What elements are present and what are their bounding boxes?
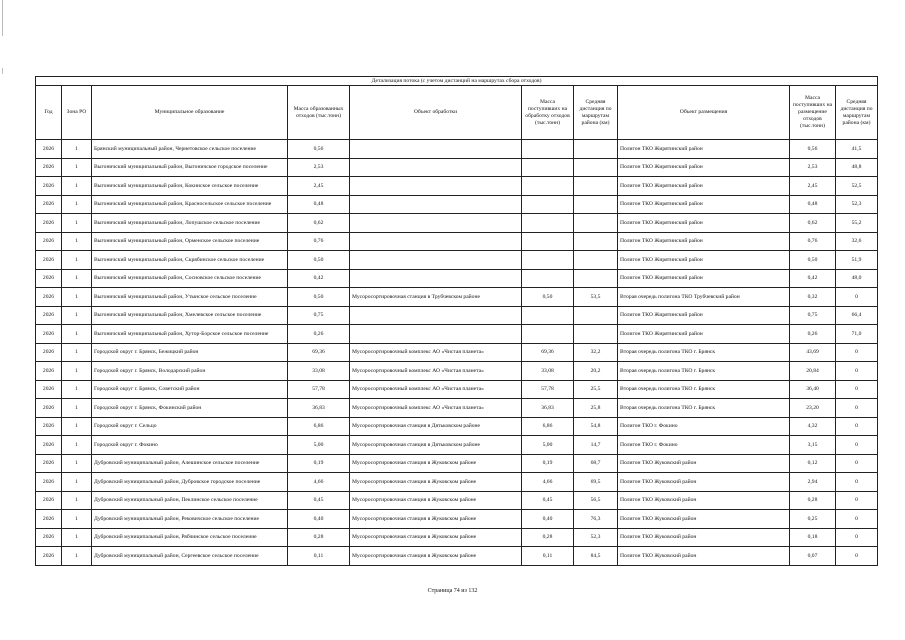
cell-mass-generated: 5,00 [288,436,350,455]
cell-mass-processing: 0,28 [522,528,574,547]
header-distance-placement: Средняя дистанция по маршрутам района (км) [836,86,878,140]
cell-distance-processing: 25,5 [574,380,618,399]
header-processing-object: Объект обработки [350,86,522,140]
cell-mass-processing: 6,86 [522,417,574,436]
cell-processing-object: Мусоросортировочная станция в Жуковском районе [350,547,522,566]
table-row [36,232,878,251]
cell-distance-processing [574,140,618,159]
cell-placement-object: Полигон ТКО Жирятинский район [618,140,790,159]
cell-distance-placement: 41,5 [836,140,878,159]
cell-distance-placement: 48,0 [836,269,878,288]
cell-placement-object: Полигон ТКО Жирятинский район [618,251,790,270]
cell-mass-generated: 0,40 [288,510,350,529]
cell-distance-processing [574,232,618,251]
cell-zone: 1 [62,454,92,473]
cell-mass-processing [522,158,574,177]
cell-mass-generated: 0,19 [288,454,350,473]
cell-year: 2026 [36,325,62,344]
header-mass-placement: Масса поступивших на размещение отходов (тыс.тонн) [790,86,836,140]
cell-zone: 1 [62,380,92,399]
cell-placement-object: Вторая очередь полигона ТКО г. Брянск [618,399,790,418]
cell-zone: 1 [62,436,92,455]
table-row [36,399,878,418]
cell-municipality: Городской округ г. Сельцо [92,417,288,436]
cell-mass-generated: 0,28 [288,528,350,547]
cell-distance-placement: 0 [836,473,878,492]
header-year: Год [36,86,62,140]
cell-municipality: Выгоничский муниципальный район, Хутор-Борское сельское поселение [92,325,288,344]
cell-placement-object: Вторая очередь полигона ТКО г. Брянск [618,380,790,399]
cell-distance-placement: 51,9 [836,251,878,270]
cell-mass-generated: 0,50 [288,288,350,307]
cell-year: 2026 [36,417,62,436]
cell-municipality: Дубровский муниципальный район, Сергеевское сельское поселение [92,547,288,566]
cell-placement-object: Вторая очередь полигона ТКО Трубчевский район [618,288,790,307]
cell-zone: 1 [62,158,92,177]
cell-placement-object: Полигон ТКО Жуковский район [618,454,790,473]
cell-mass-placement: 0,07 [790,547,836,566]
cell-year: 2026 [36,140,62,159]
cell-processing-object: Мусоросортировочный комплекс АО «Чистая планета» [350,362,522,381]
header-placement-object: Объект размещения [618,86,790,140]
cell-placement-object: Полигон ТКО Жуковский район [618,491,790,510]
cell-placement-object: Полигон ТКО Жирятинский район [618,306,790,325]
cell-municipality: Выгоничский муниципальный район, Лопушское сельское поселение [92,214,288,233]
cell-placement-object: Полигон ТКО Жирятинский район [618,214,790,233]
cell-distance-processing [574,177,618,196]
cell-municipality: Выгоничский муниципальный район, Сосновское сельское поселение [92,269,288,288]
cell-processing-object [350,214,522,233]
cell-year: 2026 [36,177,62,196]
table-row [36,251,878,270]
cell-distance-placement: 0 [836,547,878,566]
cell-zone: 1 [62,195,92,214]
cell-mass-processing [522,306,574,325]
cell-processing-object [350,140,522,159]
table-row [36,177,878,196]
cell-distance-placement: 52,5 [836,177,878,196]
cell-zone: 1 [62,417,92,436]
header-mass-generated: Масса образованных отходов (тыс.тонн) [288,86,350,140]
cell-mass-generated: 0,76 [288,232,350,251]
cell-mass-placement: 0,18 [790,528,836,547]
cell-placement-object: Полигон ТКО Жуковский район [618,510,790,529]
cell-municipality: Дубровский муниципальный район, Дубровское городское поселение [92,473,288,492]
cell-mass-placement: 0,12 [790,454,836,473]
cell-municipality: Городской округ г. Брянск, Володарский район [92,362,288,381]
cell-placement-object: Вторая очередь полигона ТКО г. Брянск [618,343,790,362]
cell-mass-placement: 0,48 [790,195,836,214]
cell-mass-placement: 0,50 [790,251,836,270]
header-distance-processing: Средняя дистанция по маршрутам района (км) [574,86,618,140]
cell-distance-placement: 0 [836,380,878,399]
cell-municipality: Городской округ г. Брянск, Фокинский район [92,399,288,418]
cell-zone: 1 [62,269,92,288]
page-number: Страница 74 из 132 [427,588,478,594]
cell-mass-processing: 0,40 [522,510,574,529]
header-zone: Зона РО [62,86,92,140]
cell-mass-placement: 0,62 [790,214,836,233]
cell-placement-object: Полигон ТКО Жирятинский район [618,232,790,251]
cell-distance-placement: 66,4 [836,306,878,325]
cell-municipality: Дубровский муниципальный район, Алешинское сельское поселение [92,454,288,473]
cell-placement-object: Полигон ТКО Жирятинский район [618,195,790,214]
cell-placement-object: Полигон ТКО Жирятинский район [618,158,790,177]
cell-mass-processing: 33,08 [522,362,574,381]
cell-mass-placement: 23,20 [790,399,836,418]
cell-distance-placement: 0 [836,510,878,529]
cell-mass-placement: 2,94 [790,473,836,492]
cell-distance-processing [574,195,618,214]
cell-distance-processing: 69,5 [574,473,618,492]
cell-mass-generated: 0,56 [288,140,350,159]
cell-mass-placement: 2,53 [790,158,836,177]
cell-distance-processing: 25,8 [574,399,618,418]
cell-processing-object: Мусоросортировочный комплекс АО «Чистая планета» [350,380,522,399]
cell-mass-processing: 57,78 [522,380,574,399]
cell-mass-placement: 0,56 [790,140,836,159]
cell-mass-placement: 20,84 [790,362,836,381]
cell-mass-processing: 36,83 [522,399,574,418]
cell-mass-placement: 0,32 [790,288,836,307]
cell-zone: 1 [62,547,92,566]
cell-distance-placement: 32,6 [836,232,878,251]
cell-distance-processing: 54,8 [574,417,618,436]
cell-municipality: Городской округ г. Брянск, Советский район [92,380,288,399]
cell-processing-object [350,251,522,270]
scan-edge-mark [2,68,3,74]
table-row [36,454,878,473]
table-row [36,306,878,325]
table-body [36,140,878,566]
cell-placement-object: Полигон ТКО Жуковский район [618,528,790,547]
cell-mass-placement: 0,42 [790,269,836,288]
cell-zone: 1 [62,288,92,307]
scan-edge-mark [2,0,3,36]
cell-distance-placement: 0 [836,343,878,362]
cell-mass-processing: 0,11 [522,547,574,566]
cell-mass-generated: 33,08 [288,362,350,381]
cell-distance-placement: 71,0 [836,325,878,344]
cell-processing-object: Мусоросортировочная станция в Дятьковском районе [350,436,522,455]
cell-year: 2026 [36,288,62,307]
cell-distance-placement: 52,3 [836,195,878,214]
cell-processing-object: Мусоросортировочная станция в Жуковском районе [350,510,522,529]
table-row [36,140,878,159]
cell-mass-processing [522,325,574,344]
cell-zone: 1 [62,306,92,325]
cell-placement-object: Полигон ТКО Жуковский район [618,547,790,566]
cell-mass-generated: 4,66 [288,473,350,492]
cell-mass-processing [522,214,574,233]
cell-mass-placement: 0,25 [790,510,836,529]
cell-mass-generated: 0,45 [288,491,350,510]
cell-processing-object: Мусоросортировочная станция в Жуковском районе [350,491,522,510]
cell-mass-generated: 57,78 [288,380,350,399]
cell-zone: 1 [62,140,92,159]
cell-distance-placement: 0 [836,399,878,418]
cell-mass-placement: 4,32 [790,417,836,436]
cell-municipality: Городской округ г. Брянск, Бежицкий район [92,343,288,362]
cell-placement-object: Вторая очередь полигона ТКО г. Брянск [618,362,790,381]
cell-processing-object: Мусоросортировочная станция в Жуковском районе [350,473,522,492]
cell-mass-processing: 4,66 [522,473,574,492]
table-row [36,491,878,510]
cell-processing-object: Мусоросортировочный комплекс АО «Чистая планета» [350,399,522,418]
cell-mass-generated: 0,42 [288,269,350,288]
cell-year: 2026 [36,436,62,455]
table-row [36,325,878,344]
table-row [36,380,878,399]
cell-mass-processing: 69,36 [522,343,574,362]
cell-municipality: Выгоничский муниципальный район, Орменское сельское поселение [92,232,288,251]
cell-processing-object: Мусоросортировочная станция в Жуковском районе [350,528,522,547]
cell-municipality: Выгоничский муниципальный район, Кокинское сельское поселение [92,177,288,196]
cell-year: 2026 [36,510,62,529]
cell-municipality: Городской округ г. Фокино [92,436,288,455]
table-row [36,288,878,307]
cell-mass-placement: 0,76 [790,232,836,251]
cell-mass-processing [522,195,574,214]
cell-zone: 1 [62,362,92,381]
header-municipality: Муниципальное образование [92,86,288,140]
cell-mass-generated: 36,83 [288,399,350,418]
cell-distance-placement: 0 [836,491,878,510]
cell-mass-placement: 43,69 [790,343,836,362]
cell-mass-processing: 5,00 [522,436,574,455]
cell-year: 2026 [36,214,62,233]
cell-distance-processing: 32,2 [574,343,618,362]
cell-zone: 1 [62,251,92,270]
cell-municipality: Выгоничский муниципальный район, Скрябинское сельское поселение [92,251,288,270]
cell-zone: 1 [62,528,92,547]
cell-mass-placement: 3,15 [790,436,836,455]
cell-placement-object: Полигон ТКО Жирятинский район [618,325,790,344]
cell-year: 2026 [36,195,62,214]
cell-processing-object: Мусоросортировочная станция в Жуковском районе [350,454,522,473]
cell-processing-object [350,232,522,251]
cell-distance-processing: 68,7 [574,454,618,473]
cell-year: 2026 [36,269,62,288]
cell-distance-processing [574,214,618,233]
cell-year: 2026 [36,158,62,177]
cell-mass-placement: 2,45 [790,177,836,196]
table-row [36,269,878,288]
cell-year: 2026 [36,306,62,325]
table-row [36,343,878,362]
cell-distance-placement: 0 [836,528,878,547]
cell-distance-placement: 0 [836,454,878,473]
cell-placement-object: Полигон ТКО Жирятинский район [618,177,790,196]
cell-mass-generated: 6,86 [288,417,350,436]
cell-municipality: Выгоничский муниципальный район, Хмелевское сельское поселение [92,306,288,325]
cell-year: 2026 [36,362,62,381]
cell-year: 2026 [36,547,62,566]
cell-distance-processing: 14,7 [574,436,618,455]
cell-placement-object: Полигон ТКО г. Фокино [618,417,790,436]
cell-mass-placement: 0,75 [790,306,836,325]
cell-distance-placement: 0 [836,417,878,436]
cell-municipality: Дубровский муниципальный район, Рябчинское сельское поселение [92,528,288,547]
cell-zone: 1 [62,232,92,251]
table-row [36,214,878,233]
cell-mass-processing: 0,45 [522,491,574,510]
table-row [36,528,878,547]
cell-processing-object [350,195,522,214]
cell-municipality: Выгоничский муниципальный район, Выгоничское городское поселение [92,158,288,177]
cell-year: 2026 [36,251,62,270]
cell-zone: 1 [62,214,92,233]
cell-placement-object: Полигон ТКО г. Фокино [618,436,790,455]
cell-distance-processing: 56,5 [574,491,618,510]
table-row [36,417,878,436]
cell-processing-object [350,325,522,344]
cell-mass-generated: 0,75 [288,306,350,325]
cell-zone: 1 [62,399,92,418]
cell-distance-processing [574,269,618,288]
cell-mass-generated: 2,53 [288,158,350,177]
cell-municipality: Выгоничский муниципальный район, Красносельское сельское поселение [92,195,288,214]
cell-mass-processing [522,269,574,288]
cell-distance-processing: 53,5 [574,288,618,307]
cell-mass-placement: 0,28 [790,491,836,510]
cell-year: 2026 [36,399,62,418]
cell-mass-generated: 0,62 [288,214,350,233]
cell-year: 2026 [36,473,62,492]
cell-zone: 1 [62,473,92,492]
cell-placement-object: Полигон ТКО Жирятинский район [618,269,790,288]
cell-year: 2026 [36,491,62,510]
cell-municipality: Выгоничский муниципальный район, Утынское сельское поселение [92,288,288,307]
table-row [36,436,878,455]
cell-distance-placement: 48,8 [836,158,878,177]
cell-mass-placement: 36,40 [790,380,836,399]
cell-mass-processing: 0,19 [522,454,574,473]
table-row [36,510,878,529]
cell-mass-generated: 2,45 [288,177,350,196]
cell-mass-processing: 0,50 [522,288,574,307]
cell-distance-processing: 76,3 [574,510,618,529]
cell-year: 2026 [36,380,62,399]
cell-mass-generated: 0,50 [288,251,350,270]
cell-distance-processing [574,251,618,270]
cell-mass-processing [522,140,574,159]
cell-zone: 1 [62,177,92,196]
table-row [36,362,878,381]
cell-mass-generated: 0,26 [288,325,350,344]
cell-municipality: Дубровский муниципальный район, Рековичское сельское поселение [92,510,288,529]
cell-distance-placement: 0 [836,362,878,381]
cell-mass-generated: 0,11 [288,547,350,566]
cell-mass-placement: 0,26 [790,325,836,344]
cell-distance-processing: 52,3 [574,528,618,547]
cell-processing-object [350,269,522,288]
cell-processing-object [350,158,522,177]
cell-processing-object [350,306,522,325]
cell-mass-processing [522,251,574,270]
cell-zone: 1 [62,510,92,529]
cell-distance-processing: 84,5 [574,547,618,566]
cell-zone: 1 [62,343,92,362]
cell-distance-processing [574,158,618,177]
cell-placement-object: Полигон ТКО Жуковский район [618,473,790,492]
cell-zone: 1 [62,325,92,344]
table-row [36,195,878,214]
cell-mass-generated: 69,36 [288,343,350,362]
cell-distance-processing [574,325,618,344]
cell-processing-object: Мусоросортировочный комплекс АО «Чистая планета» [350,343,522,362]
table-row [36,473,878,492]
cell-mass-processing [522,232,574,251]
cell-distance-placement: 55,2 [836,214,878,233]
cell-processing-object: Мусоросортировочная станция в Дятьковском районе [350,417,522,436]
table-row [36,547,878,566]
cell-year: 2026 [36,232,62,251]
header-mass-processing: Масса поступивших на обработку отходов (тыс.тонн) [522,86,574,140]
cell-municipality: Брянский муниципальный район, Чернетовское сельское поселение [92,140,288,159]
cell-distance-placement: 0 [836,288,878,307]
cell-year: 2026 [36,343,62,362]
cell-zone: 1 [62,491,92,510]
table-row [36,158,878,177]
cell-distance-processing [574,306,618,325]
table-caption: Детализация потока (с учетом дистанций на маршрутах сбора отходов) [36,77,878,86]
cell-distance-placement: 0 [836,436,878,455]
cell-year: 2026 [36,454,62,473]
cell-processing-object: Мусоросортировочная станция в Трубчевском районе [350,288,522,307]
cell-year: 2026 [36,528,62,547]
cell-processing-object [350,177,522,196]
cell-municipality: Дубровский муниципальный район, Пеклинское сельское поселение [92,491,288,510]
cell-mass-processing [522,177,574,196]
cell-distance-processing: 20,2 [574,362,618,381]
cell-mass-generated: 0,48 [288,195,350,214]
waste-flow-table [35,76,878,566]
